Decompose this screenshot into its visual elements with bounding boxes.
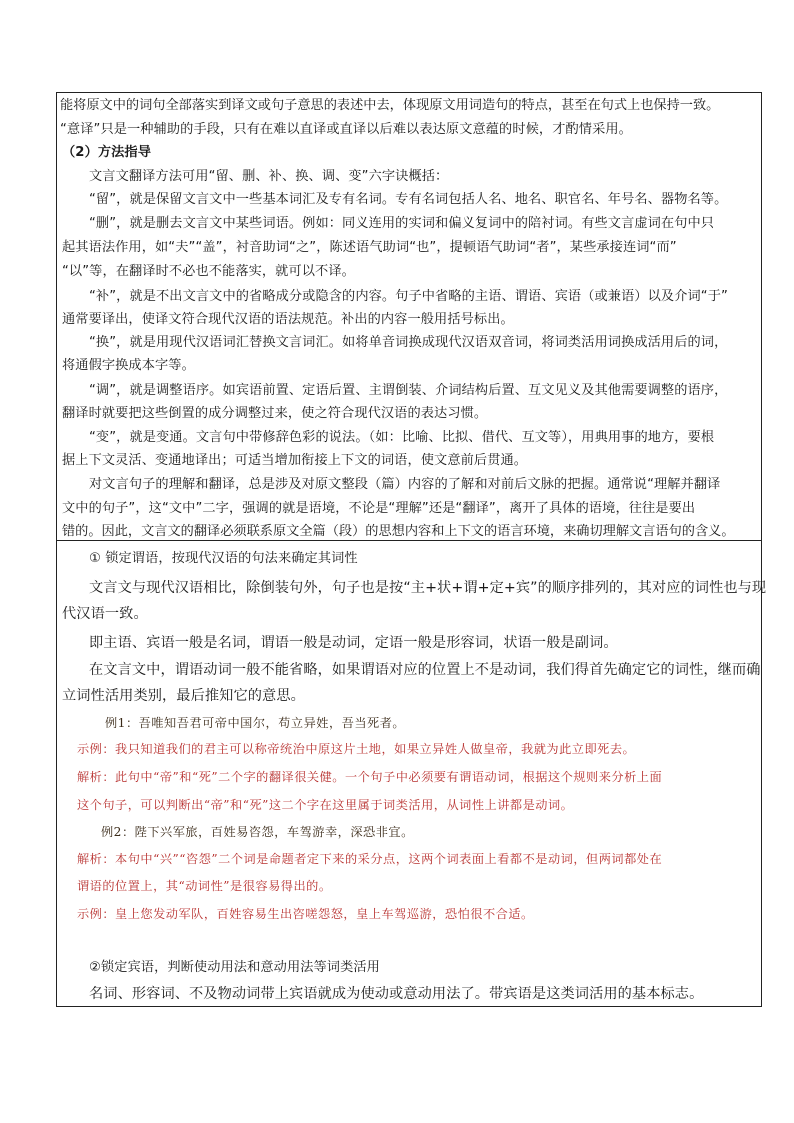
paragraph-line: 文言文与现代汉语相比，除倒装句外，句子也是按“主+状+谓+定+宾”的顺序排列的，其对应的词性也与现 (89, 580, 767, 596)
paragraph-line: 通常要译出，使译文符合现代汉语的语法规范。补出的内容一般用括号标出。 (62, 312, 514, 327)
paragraph-line: “意译”只是一种辅助的手段，只有在难以直译或直译以后难以表达原文意蕴的时候，才酌情采用。 (60, 122, 632, 137)
example-translation: 示例：皇上您发动军队，百姓容易生出咨嗟怨怒，皇上车驾巡游，恐怕很不合适。 (77, 907, 534, 921)
paragraph-line: 能将原文中的词句全部落实到译文或句子意思的表述中去，体现原文用词造句的特点，甚至在句式上也保持一致。 (60, 98, 720, 113)
paragraph-line: 据上下文灵活、变通地译出；可适当增加衔接上下文的词语，使文意前后贯通。 (62, 453, 528, 468)
paragraph-line: 文中的句子”，这“文中”二字，强调的就是语境，不论是“理解”还是“翻译”，离开了具体的语境，往往是要出 (62, 501, 696, 516)
paragraph-line: “以”等，在翻译时不必也不能落实，就可以不译。 (62, 264, 355, 279)
paragraph-line: “变”，就是变通。文言句中带修辞色彩的说法。（如：比喻、比拟、借代、互文等），用典用事的地方，要根 (89, 430, 715, 445)
example-sentence: 例2：陛下兴军旅，百姓易咨怨，车驾游幸，深恐非宜。 (101, 825, 414, 839)
paragraph-line: 在文言文中，谓语动词一般不能省略，如果谓语对应的位置上不是动词，我们得首先确定它的词性，继而确 (89, 662, 761, 678)
paragraph-line: “调”，就是调整语序。如宾语前置、定语后置、主谓倒装、介词结构后置、互文见义及其他需要调整的语序， (89, 383, 728, 398)
paragraph-line: 即主语、宾语一般是名词，谓语一般是动词，定语一般是形容词，状语一般是副词。 (89, 635, 618, 651)
paragraph-line: 起其语法作用，如“夫”“盖”，衬音助词“之”，陈述语气助词“也”，提顿语气助词“者”，某些承接连词“而” (62, 240, 677, 255)
paragraph-line: 对文言句子的理解和翻译，总是涉及对原文整段（篇）内容的了解和对前后文脉的把握。通常说“理解并翻译 (89, 477, 721, 492)
paragraph-line: “删”，就是删去文言文中某些词语。例如：同义连用的实词和偏义复词中的陪衬词。有些文言虚词在句中只 (89, 216, 715, 231)
paragraph-line: “补”，就是不出文言文中的省略成分或隐含的内容。句子中省略的主语、谓语、宾语（或兼语）以及介词“于” (89, 289, 728, 304)
paragraph-line: 错的。因此，文言文的翻译必须联系原文全篇（段）的思想内容和上下文的语言环境，来确切理解文言语句的含义。 (62, 524, 735, 539)
paragraph-line: 名词、形容词、不及物动词带上宾语就成为使动或意动用法了。带宾语是这类词活用的基本标志。 (89, 986, 704, 1002)
example-analysis: 解析：本句中“兴”“咨怨”二个词是命题者定下来的采分点，这两个词表面上看都不是动词，但两词都处在 (77, 852, 663, 866)
paragraph-line: 代汉语一致。 (62, 606, 148, 622)
point-heading: ②锁定宾语，判断使动用法和意动用法等词类活用 (89, 960, 380, 975)
example-analysis: 解析：此句中“帝”和“死”二个字的翻译很关健。一个句子中必须要有谓语动词，根据这个规则来分析上面 (77, 770, 663, 784)
paragraph-line: 将通假字换成本字等。 (62, 358, 195, 373)
example-translation: 示例：我只知道我们的君主可以称帝统治中原这片土地，如果立异姓人做皇帝，我就为此立即死去。 (77, 742, 636, 756)
paragraph-line: 文言文翻译方法可用“留、删、补、换、调、变”六字诀概括： (89, 169, 449, 184)
point-heading: ① 锁定谓语，按现代汉语的句法来确定其词性 (89, 551, 358, 566)
example-sentence: 例1：吾唯知吾君可帝中国尔，苟立异姓，吾当死者。 (105, 716, 406, 730)
section-heading: （2）方法指导 (62, 145, 152, 160)
example-analysis: 这个句子，可以判断出“帝”和“死”这二个字在这里属于词类活用，从词性上讲都是动词。 (77, 798, 574, 812)
paragraph-line: “留”，就是保留文言文中一些基本词汇及专有名词。专有名词包括人名、地名、职官名、年号名、器物名等。 (89, 192, 728, 207)
paragraph-line: “换”，就是用现代汉语词汇替换文言词汇。如将单音词换成现代汉语双音词，将词类活用词换成活用后的词， (89, 335, 728, 350)
paragraph-line: 翻译时就要把这些倒置的成分调整过来，使之符合现代汉语的表达习惯。 (62, 406, 488, 421)
paragraph-line: 立词性活用类别，最后推知它的意思。 (62, 688, 305, 704)
example-analysis: 谓语的位置上，其“动词性”是很容易得出的。 (77, 879, 332, 893)
